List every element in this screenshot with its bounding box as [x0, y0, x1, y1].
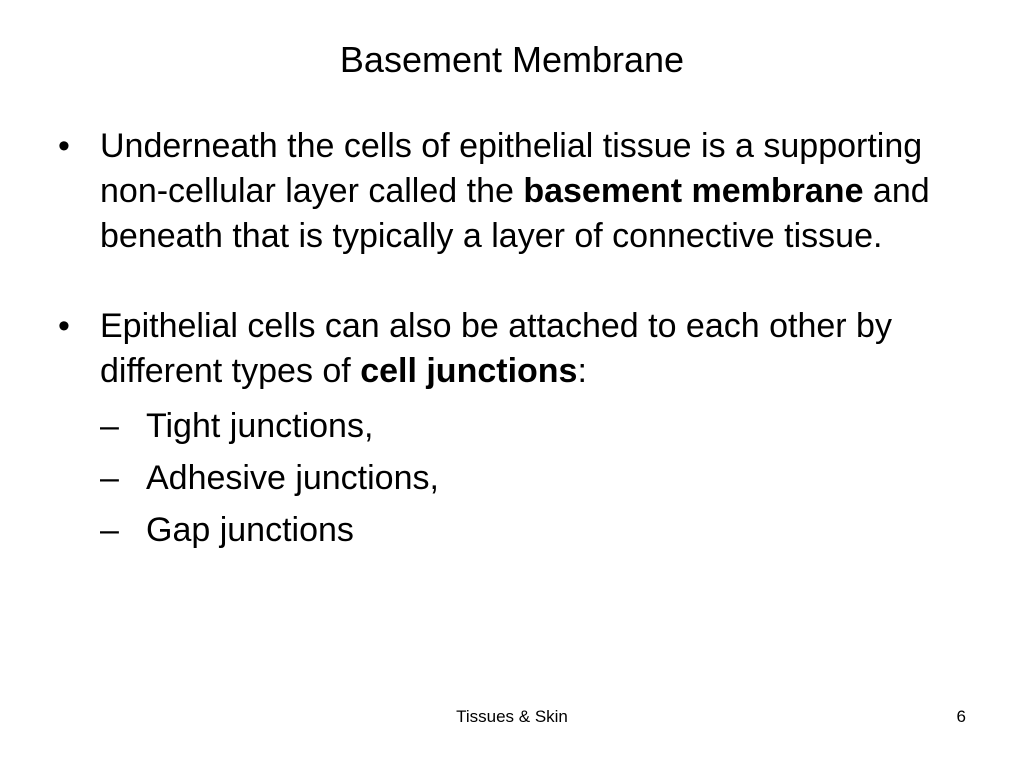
slide-title: Basement Membrane [339, 39, 685, 80]
list-item [100, 504, 958, 556]
list-item-text: Gap junctions [146, 511, 354, 549]
bullet-text: and beneath that is typically a layer of connective tissue. [100, 172, 930, 255]
bullet-text: : [577, 352, 587, 390]
bullet-basement-membrane [58, 124, 958, 259]
junction-list [100, 400, 958, 556]
slide-body [58, 124, 958, 556]
list-item-text: Adhesive junctions, [146, 459, 439, 497]
footer-text: Tissues & Skin [456, 707, 568, 726]
bullet-text: Underneath the cells of epithelial tissue is a supporting non-cellular layer called the [100, 127, 923, 210]
bullet-icon: • [58, 307, 70, 345]
bold-term: basement membrane [523, 172, 864, 210]
dash-icon: – [100, 459, 119, 497]
bold-term: cell junctions [360, 352, 578, 390]
bullet-cell-junctions [58, 304, 958, 556]
list-item [100, 400, 958, 452]
bullet-text: Epithelial cells can also be attached to each other by different types of [100, 307, 892, 390]
bullet-icon: • [58, 127, 70, 165]
dash-icon: – [100, 511, 119, 549]
list-item [100, 452, 958, 504]
dash-icon: – [100, 407, 119, 445]
slide-number: 6 [956, 707, 966, 726]
list-item-text: Tight junctions, [146, 407, 374, 445]
